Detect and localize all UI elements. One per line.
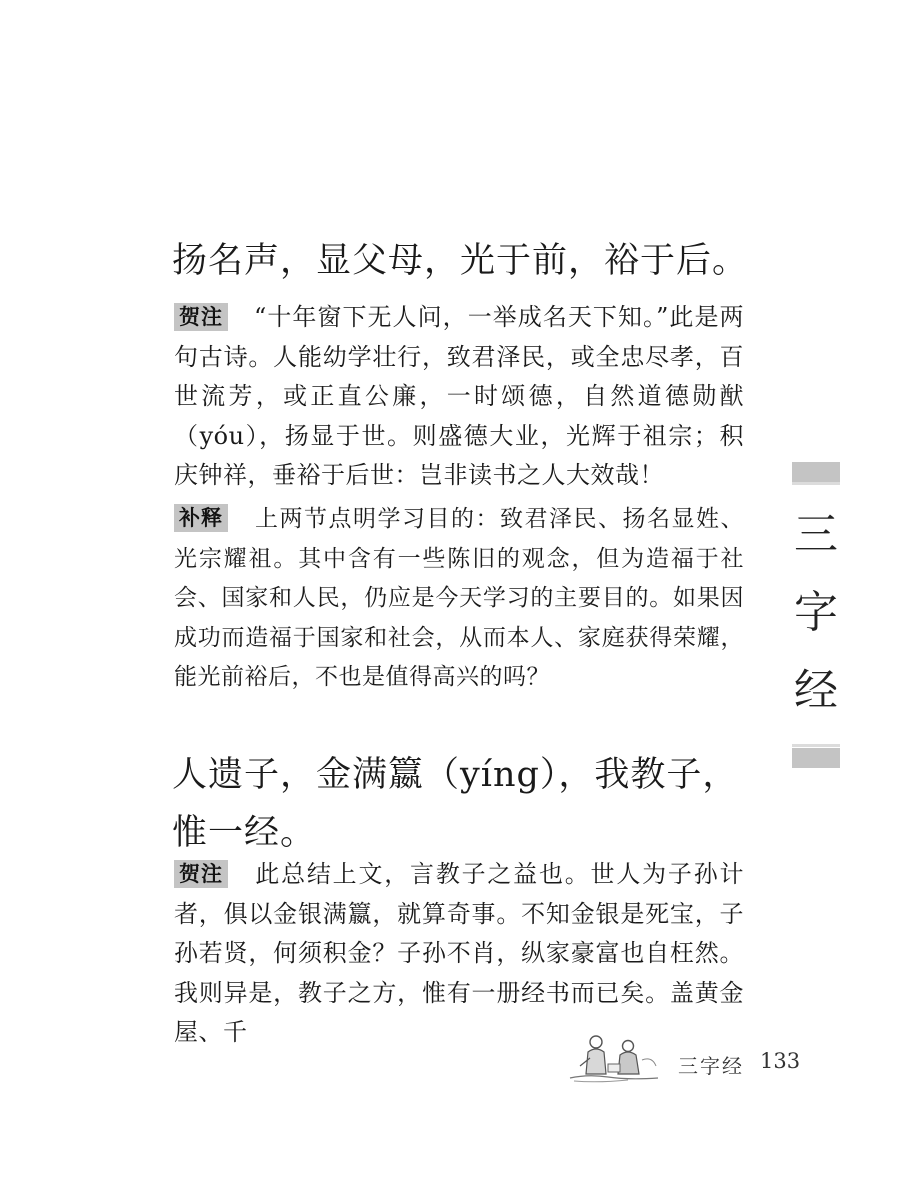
annotation-paragraph-2: [174, 855, 744, 1053]
supplement-text: 上两节点明学习目的：致君泽民、扬名显姓、光宗耀祖。其中含有一些陈旧的观念，但为造福于社会、国家和人民，仍应是今天学习的主要目的。如果因成功而造福于国家和社会，从而本人、家庭获得荣耀，能光前裕后，不也是值得高兴的吗？: [174, 506, 744, 690]
annotation-tag: 贺注: [174, 860, 228, 888]
side-title-text: [792, 496, 840, 730]
running-title: 三字经: [678, 1054, 744, 1078]
side-bar-top: [792, 462, 840, 482]
supplement-paragraph: [174, 500, 744, 698]
side-char-1: 三: [794, 509, 838, 560]
supplement-tag: 补释: [174, 504, 228, 532]
annotation-paragraph-1: [174, 298, 744, 496]
side-char-2: 字: [794, 587, 838, 638]
annotation-tag: 贺注: [174, 303, 228, 331]
annotation-text: 此总结上文，言教子之益也。世人为子孙计者，俱以金银满籝，就算奇事。不知金银是死宝，子孙若贤，何须积金？子孙不肖，纵家豪富也自枉然。我则异是，教子之方，惟有一册经书而已矣。盖黄金屋、千: [174, 860, 744, 1046]
verse-heading-1: 扬名声，显父母，光于前，裕于后。: [172, 241, 749, 281]
side-char-3: 经: [794, 665, 838, 716]
annotation-text: “十年窗下无人问，一举成名天下知。”此是两句古诗。人能幼学壮行，致君泽民，或全忠尽孝，百世流芳，或正直公廉，一时颂德，自然道德勋猷（yóu），扬显于世。则盛德大业，光辉于祖宗；积庆钟祥，垂裕于后世：岂非读书之人大效哉！: [174, 303, 744, 489]
side-book-title: [792, 462, 842, 768]
page-number: 133: [760, 1049, 801, 1073]
verse-heading-2: 人遗子，金满籝（yíng），我教子，惟一经。: [172, 755, 739, 853]
two-scholars-illustration: [568, 1030, 660, 1086]
side-bar-bottom: [792, 748, 840, 768]
page-footer: [568, 1030, 808, 1090]
